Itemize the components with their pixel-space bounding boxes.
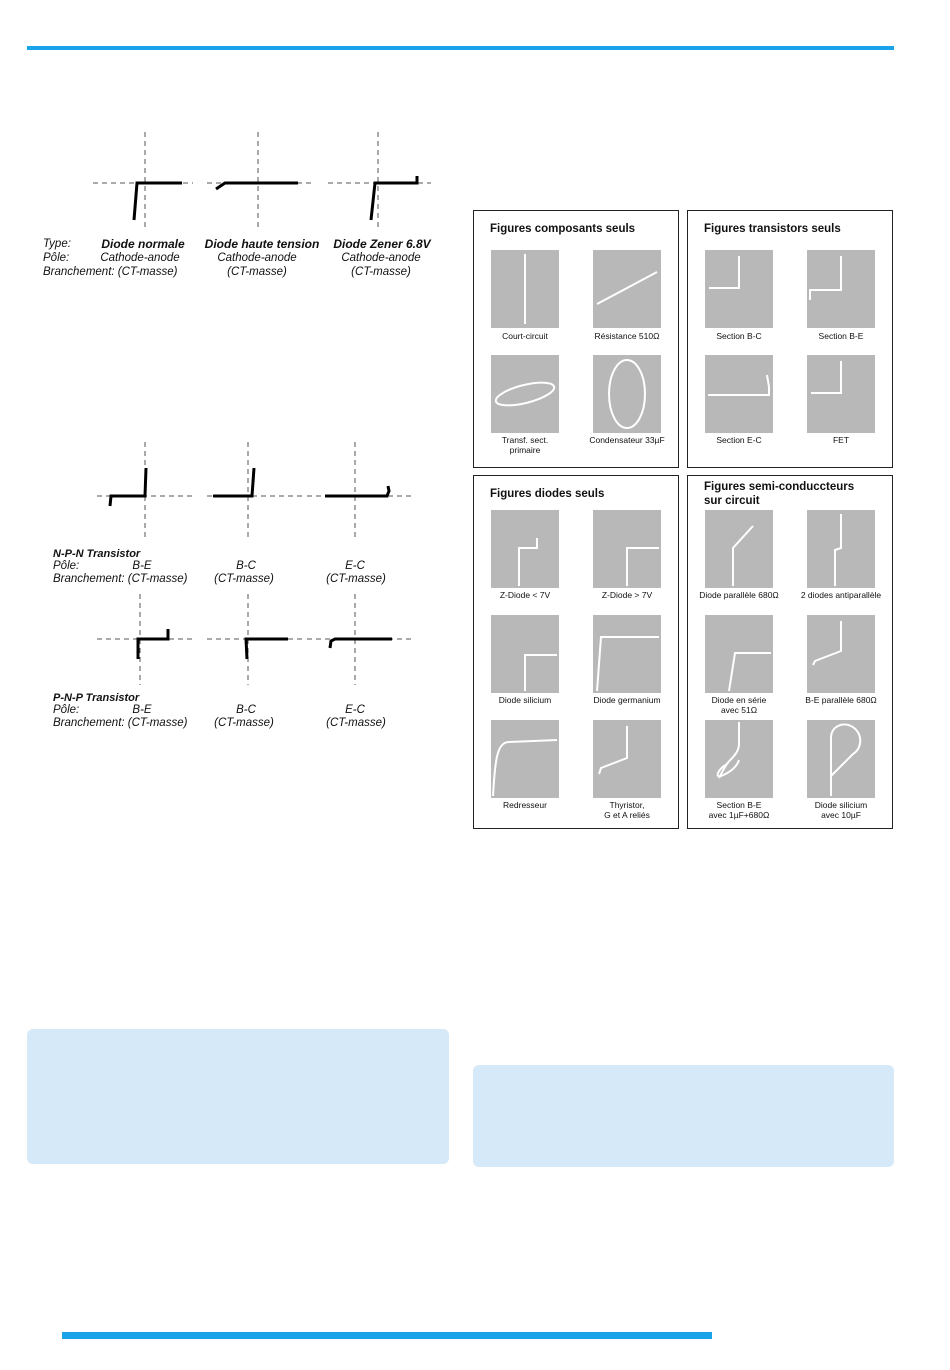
tile-silicon-cap (807, 720, 875, 798)
pnp-title: P-N-P Transistor (53, 692, 140, 704)
panel-transistors (687, 210, 893, 468)
capacitor-figure (593, 355, 661, 433)
type-row-label: Type: (43, 238, 71, 250)
tile-silicon-diode (491, 615, 559, 693)
tile-be-parallel-caption: B-E parallèle 680Ω (805, 695, 877, 705)
tile-zdiode-low-caption: Z-Diode < 7V (499, 590, 551, 600)
pnp-branch-label: Branchement: (CT-masse) (53, 717, 188, 729)
pnp-bc-trace (205, 592, 305, 687)
tile-section-be (807, 250, 875, 328)
tile-section-ec (705, 355, 773, 433)
diode-high-voltage-branch: (CT-masse) (227, 266, 287, 278)
tile-thyristor (593, 720, 661, 798)
tile-silicon-cap-caption: Diode silicium avec 10µF (814, 800, 868, 820)
diode-normal-pole: Cathode-anode (100, 252, 180, 264)
tile-rectifier (491, 720, 559, 798)
pnp-bc-pole: B-C (236, 704, 256, 716)
panel-diodes (473, 475, 679, 829)
diode-zener-trace (323, 130, 433, 230)
npn-ec-trace (305, 440, 415, 540)
npn-title: N-P-N Transistor (53, 548, 141, 560)
tile-diode-series (705, 615, 773, 693)
pnp-ec-pole: E-C (345, 704, 365, 716)
npn-ec-branch: (CT-masse) (326, 573, 386, 585)
diode-series-figure (705, 615, 773, 693)
tile-diode-parallel-caption: Diode parallèle 680Ω (699, 590, 779, 600)
thyristor-figure (593, 720, 661, 798)
section-ec-figure (705, 355, 773, 433)
diode-zener-pole: Cathode-anode (341, 252, 421, 264)
tile-antiparallel-caption: 2 diodes antiparallèle (800, 590, 882, 600)
panel-semiconductors-title: Figures semi-conduccteurs sur circuit (704, 481, 855, 507)
diode-normal-type: Diode normale (101, 237, 185, 251)
short-circuit-figure (491, 250, 559, 328)
tile-fet-caption: FET (832, 435, 850, 445)
panel-transistors-title: Figures transistors seuls (704, 223, 841, 235)
diode-zener-branch: (CT-masse) (351, 266, 411, 278)
tile-section-ec-caption: Section E-C (716, 435, 762, 445)
pole-row-label: Pôle: (43, 252, 70, 264)
antiparallel-figure (807, 510, 875, 588)
tile-resistor (593, 250, 661, 328)
top-accent-rule (27, 46, 894, 50)
fet-figure (807, 355, 875, 433)
transformer-figure (491, 355, 559, 433)
npn-bc-branch: (CT-masse) (214, 573, 274, 585)
pnp-pole-label: Pôle: (53, 704, 80, 716)
info-box-right (473, 1065, 894, 1167)
tile-capacitor-caption: Condensateur 33µF (589, 435, 665, 445)
diode-normal-trace (85, 130, 195, 230)
tile-germanium-diode-caption: Diode germanium (593, 695, 661, 705)
tile-diode-parallel (705, 510, 773, 588)
be-cap-figure (705, 720, 773, 798)
tile-antiparallel (807, 510, 875, 588)
diode-high-voltage-trace (205, 130, 315, 230)
panel-diodes-title: Figures diodes seuls (490, 488, 605, 500)
tile-section-bc (705, 250, 773, 328)
branch-row-label: Branchement: (CT-masse) (43, 266, 178, 278)
pnp-be-trace (95, 592, 195, 687)
pnp-be-pole: B-E (132, 704, 152, 716)
tile-short-circuit (491, 250, 559, 328)
npn-ec-pole: E-C (345, 560, 365, 572)
tile-thyristor-caption: Thyristor, G et A reliés (604, 800, 650, 820)
bottom-accent-rule (62, 1332, 712, 1339)
germanium-diode-figure (593, 615, 661, 693)
npn-branch-label: Branchement: (CT-masse) (53, 573, 188, 585)
diode-high-voltage-type: Diode haute tension (204, 237, 320, 251)
tile-silicon-diode-caption: Diode silicium (498, 695, 552, 705)
diode-zener-type: Diode Zener 6.8V (333, 237, 431, 251)
tile-rectifier-caption: Redresseur (503, 800, 547, 810)
pnp-bc-branch: (CT-masse) (214, 717, 274, 729)
diode-parallel-figure (705, 510, 773, 588)
section-be-figure (807, 250, 875, 328)
tile-be-parallel (807, 615, 875, 693)
tile-short-circuit-caption: Court-circuit (502, 331, 548, 341)
npn-be-pole: B-E (132, 560, 152, 572)
silicon-cap-figure (807, 720, 875, 798)
npn-pole-label: Pôle: (53, 560, 80, 572)
tile-transformer-caption: Transf. sect. primaire (501, 435, 549, 455)
tile-diode-series-caption: Diode en série avec 51Ω (711, 695, 767, 715)
tile-germanium-diode (593, 615, 661, 693)
npn-be-trace (95, 440, 195, 540)
zdiode-low-figure (491, 510, 559, 588)
tile-capacitor (593, 355, 661, 433)
tile-zdiode-high-caption: Z-Diode > 7V (601, 590, 653, 600)
tile-be-cap-caption: Section B-E avec 1µF+680Ω (708, 800, 770, 820)
pnp-ec-trace (305, 592, 415, 687)
npn-bc-pole: B-C (236, 560, 256, 572)
tile-zdiode-low (491, 510, 559, 588)
section-bc-figure (705, 250, 773, 328)
rectifier-figure (491, 720, 559, 798)
npn-bc-trace (205, 440, 305, 540)
tile-resistor-caption: Résistance 510Ω (594, 331, 660, 341)
tile-be-cap (705, 720, 773, 798)
info-box-left (27, 1029, 449, 1164)
tile-section-be-caption: Section B-E (818, 331, 864, 341)
tile-transformer (491, 355, 559, 433)
diode-high-voltage-pole: Cathode-anode (217, 252, 297, 264)
tile-section-bc-caption: Section B-C (716, 331, 762, 341)
be-parallel-figure (807, 615, 875, 693)
panel-components-title: Figures composants seuls (490, 223, 636, 235)
pnp-ec-branch: (CT-masse) (326, 717, 386, 729)
panel-components (473, 210, 679, 468)
panel-semiconductors (687, 475, 893, 829)
silicon-diode-figure (491, 615, 559, 693)
resistor-figure (593, 250, 661, 328)
tile-fet (807, 355, 875, 433)
zdiode-high-figure (593, 510, 661, 588)
tile-zdiode-high (593, 510, 661, 588)
